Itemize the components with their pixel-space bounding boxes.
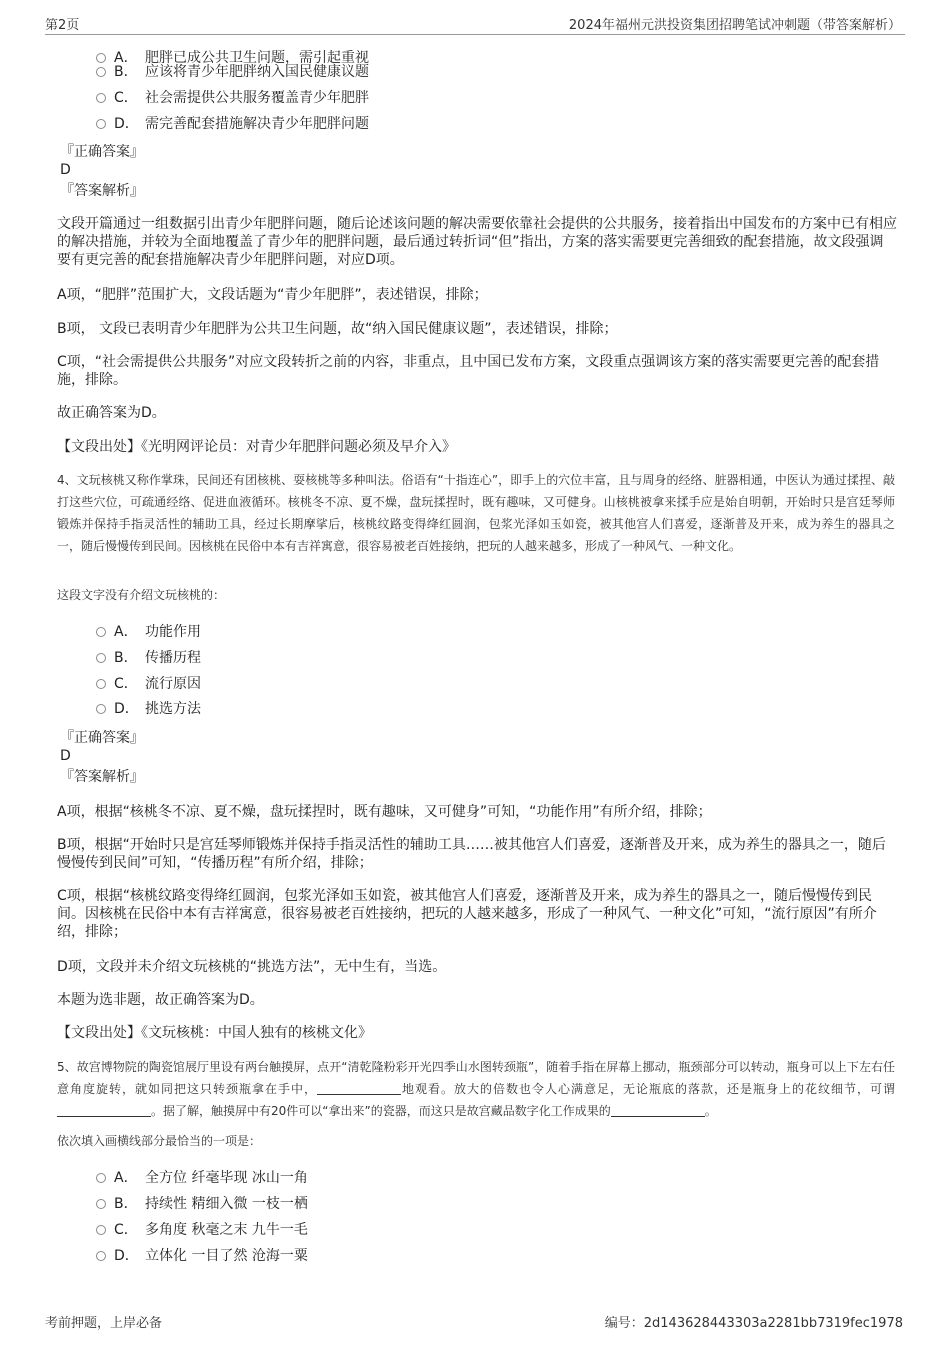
q3-answer: D (60, 162, 71, 178)
q5-prompt: 依次填入画横线部分最恰当的一项是： (57, 1134, 262, 1148)
radio-icon[interactable] (96, 53, 106, 63)
radio-icon[interactable] (96, 1251, 106, 1261)
q4-option-b[interactable]: B． 传播历程 (96, 649, 201, 667)
radio-icon[interactable] (96, 67, 106, 77)
page-header (45, 10, 905, 35)
fill-blank-1 (317, 1080, 401, 1095)
fill-blank-2 (57, 1102, 151, 1117)
q4-analysis-c: C项，根据“核桃纹路变得绛红圆润，包浆光泽如玉如瓷，被其他宫人们喜爱，逐渐普及开来，成为养生的器具之一，随后慢慢传到民间。因核桃在民俗中本有吉祥寓意，很容易被老百姓接纳，把玩的人越来越多，形成了一种风气、一种文化”可知，“流行原因”有所介绍，排除； (57, 888, 877, 940)
q3-option-a[interactable]: A． 肥胖已成公共卫生问题，需引起重视 (96, 49, 369, 67)
footer-slogan: 考前押题，上岸必备 (45, 1316, 163, 1331)
q4-answer-label: 『正确答案』 (60, 730, 144, 746)
radio-icon[interactable] (96, 653, 106, 663)
q5-option-b[interactable]: B． 持续性 精细入微 一枝一栖 (96, 1195, 308, 1213)
q3-analysis-b: B项， 文段已表明青少年肥胖为公共卫生问题，故“纳入国民健康议题”，表述错误，排除； (57, 321, 618, 337)
q3-analysis-label: 『答案解析』 (60, 183, 144, 199)
radio-icon[interactable] (96, 704, 106, 714)
radio-icon[interactable] (96, 627, 106, 637)
q3-option-d[interactable]: D． 需完善配套措施解决青少年肥胖问题 (96, 115, 369, 133)
page-number: 第2页 (45, 18, 80, 33)
q5-option-d[interactable]: D． 立体化 一目了然 沧海一粟 (96, 1247, 308, 1265)
radio-icon[interactable] (96, 1225, 106, 1235)
q4-option-c[interactable]: C． 流行原因 (96, 675, 201, 693)
radio-icon[interactable] (96, 1173, 106, 1183)
q4-option-a[interactable]: A． 功能作用 (96, 623, 201, 641)
radio-icon[interactable] (96, 679, 106, 689)
q5-option-c[interactable]: C． 多角度 秋毫之末 九牛一毛 (96, 1221, 308, 1239)
q3-analysis-summary: 文段开篇通过一组数据引出青少年肥胖问题，随后论述该问题的解决需要依靠社会提供的公共服务，接着指出中国发布的方案中已有相应的解决措施，并较为全面地覆盖了青少年的肥胖问题，最后通过转折词“但”指出，方案的落实需要更完善细致的配套措施，故文段强调要有更完善的配套措施解决青少年肥胖问题，对应D项。 (57, 216, 897, 268)
q3-answer-label: 『正确答案』 (60, 144, 144, 160)
q3-option-b[interactable]: B． 应该将青少年肥胖纳入国民健康议题 (96, 63, 369, 81)
document-code: 编号：2d143628443303a2281bb7319fec1978 (604, 1316, 903, 1331)
q5-option-a[interactable]: A． 全方位 纤毫毕现 冰山一角 (96, 1169, 308, 1187)
q4-conclusion: 本题为选非题，故正确答案为D。 (57, 992, 264, 1008)
q3-analysis-c: C项，“社会需提供公共服务”对应文段转折之前的内容，非重点，且中国已发布方案，文段重点强调该方案的落实需要更完善的配套措施，排除。 (57, 354, 880, 388)
q4-answer: D (60, 748, 71, 764)
radio-icon[interactable] (96, 119, 106, 129)
q4-passage: 4、文玩核桃又称作掌珠，民间还有团核桃、耍核桃等多种叫法。俗语有“十指连心”，即手上的穴位丰富，且与周身的经络、脏器相通，中医认为通过揉捏、敲打这些穴位，可疏通经络、促进血液循环。核桃冬不凉、夏不燥，盘玩揉捏时，既有趣味，又可健身。山核桃被拿来揉手应是始自明朝，开始时只是宫廷琴师锻炼并保持手指灵活性的辅助工具，经过长期摩挲后，核桃纹路变得绛红圆润，包浆光泽如玉如瓷，被其他宫人们喜爱，逐渐普及开来，成为养生的器具之一，随后慢慢传到民间。因核桃在民俗中本有吉祥寓意，很容易被老百姓接纳，把玩的人越来越多，形成了一种风气、一种文化。 (57, 473, 895, 553)
q4-option-d[interactable]: D． 挑选方法 (96, 700, 201, 718)
radio-icon[interactable] (96, 1199, 106, 1209)
page-footer (45, 1312, 905, 1332)
q3-analysis-a: A项，“肥胖”范围扩大，文段话题为“青少年肥胖”，表述错误，排除； (57, 287, 488, 303)
q3-option-c[interactable]: C． 社会需提供公共服务覆盖青少年肥胖 (96, 89, 369, 107)
radio-icon[interactable] (96, 93, 106, 103)
fill-blank-3 (611, 1102, 705, 1117)
q3-conclusion: 故正确答案为D。 (57, 405, 166, 421)
q4-source: 【文段出处】《文玩核桃：中国人独有的核桃文化》 (57, 1025, 372, 1041)
q4-analysis-label: 『答案解析』 (60, 769, 144, 785)
document-title: 2024年福州元洪投资集团招聘笔试冲刺题（带答案解析） (568, 18, 901, 33)
q5-passage: 5、故宫博物院的陶瓷馆展厅里设有两台触摸屏，点开“清乾隆粉彩开光四季山水图转颈瓶”，随着手指在屏幕上挪动，瓶颈部分可以转动，瓶身可以上下左右任意角度旋转，就如同把这只转颈瓶拿在手中， 地观看。放大的倍数也令人心满意足，无论瓶底的落款，还是瓶身上的花纹细节，可谓。据了解，触摸屏中有20件可以“拿出来”的瓷器，而这只是故宫藏品数字化工作成果的 。 (57, 1060, 895, 1118)
q4-analysis-a: A项，根据“核桃冬不凉、夏不燥，盘玩揉捏时，既有趣味，又可健身”可知，“功能作用”有所介绍，排除； (57, 804, 712, 820)
q3-source: 【文段出处】《光明网评论员：对青少年肥胖问题必须及早介入》 (57, 439, 456, 455)
q4-analysis-b: B项，根据“开始时只是宫廷琴师锻炼并保持手指灵活性的辅助工具……被其他宫人们喜爱，逐渐普及开来，成为养生的器具之一，随后慢慢传到民间”可知，“传播历程”有所介绍，排除； (57, 837, 886, 871)
q4-analysis-d: D项，文段并未介绍文玩核桃的“挑选方法”，无中生有，当选。 (57, 959, 447, 975)
q4-prompt: 这段文字没有介绍文玩核桃的： (57, 588, 226, 602)
